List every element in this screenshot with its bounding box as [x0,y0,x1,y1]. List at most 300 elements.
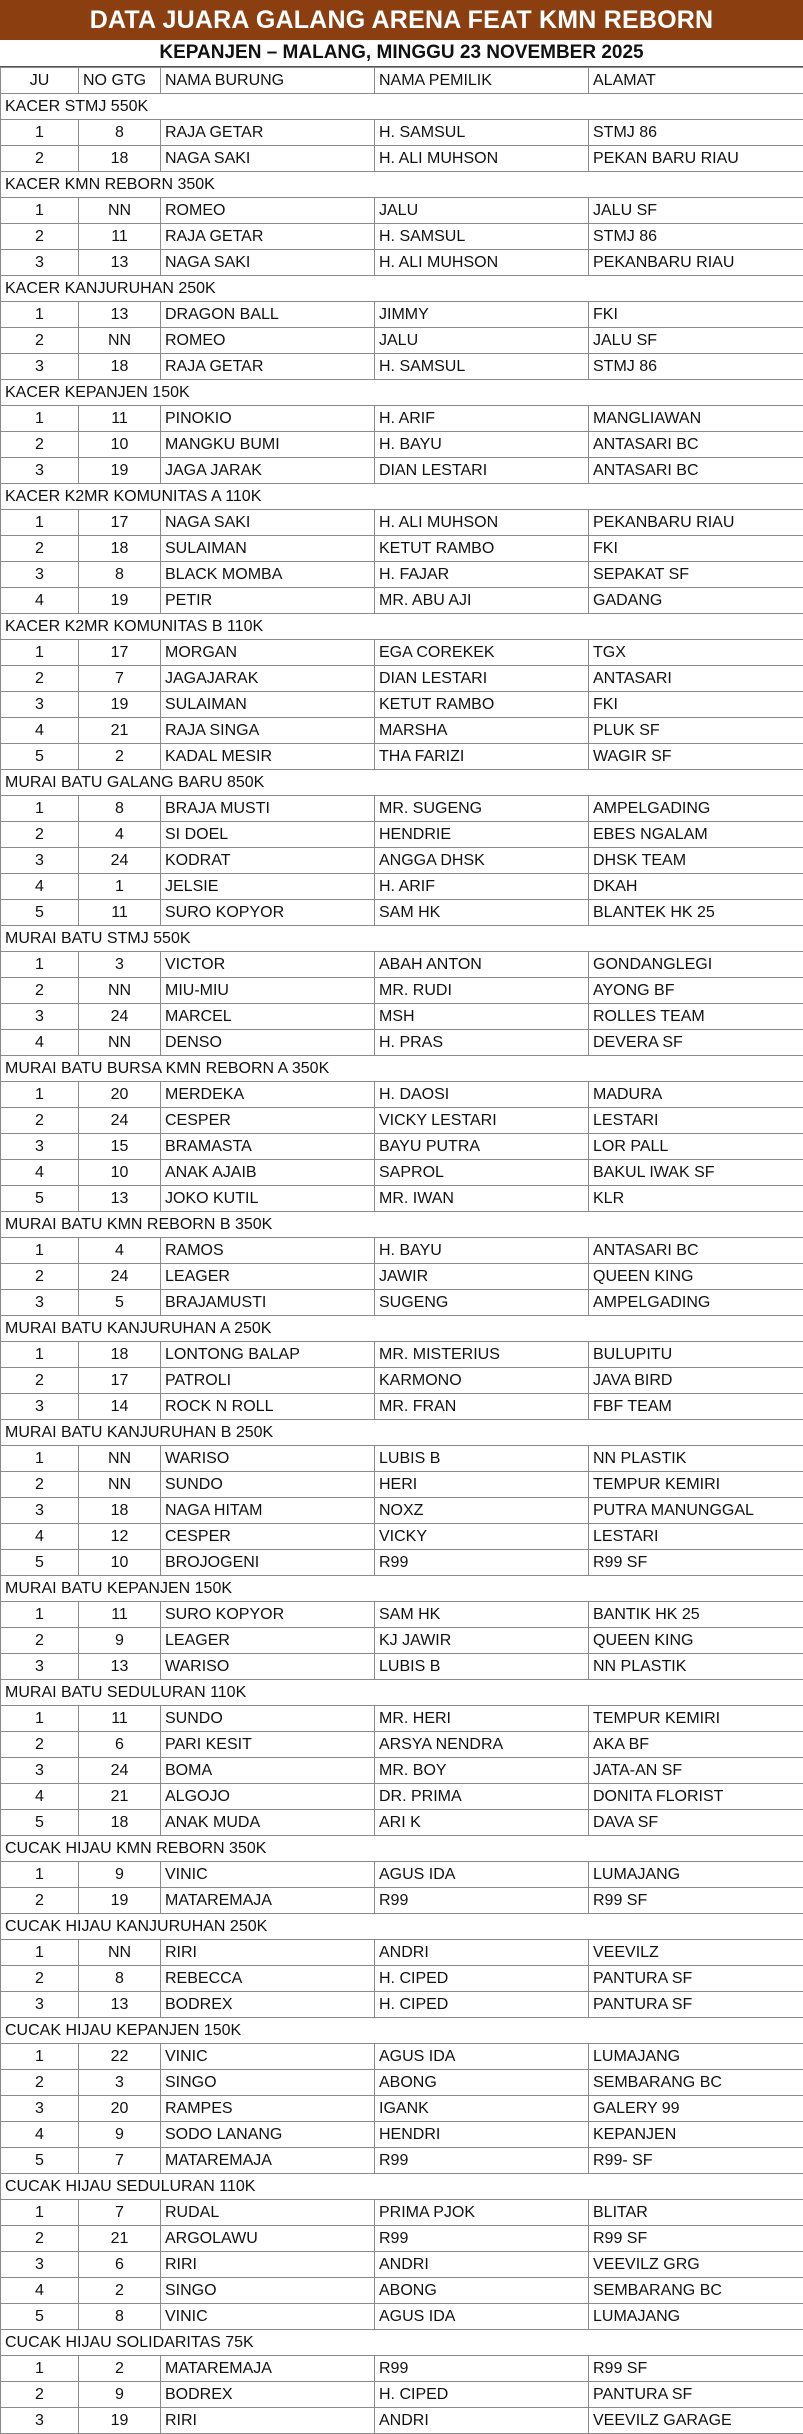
bird-name-cell: MORGAN [161,640,375,666]
rank-cell: 2 [1,146,79,172]
table-row [1,1966,803,1992]
gantangan-number-cell: 13 [79,1992,161,2018]
address-cell: AYONG BF [589,978,803,1004]
rank-cell: 1 [1,2200,79,2226]
bird-name-cell: JELSIE [161,874,375,900]
rank-cell: 5 [1,1550,79,1576]
rank-cell: 2 [1,2070,79,2096]
owner-name-cell: R99 [375,2356,589,2382]
rank-cell: 3 [1,354,79,380]
gantangan-number-cell: 8 [79,796,161,822]
table-row [1,952,803,978]
bird-name-cell: SINGO [161,2278,375,2304]
bird-name-cell: MARCEL [161,1004,375,1030]
table-row [1,458,803,484]
gantangan-number-cell: 12 [79,1524,161,1550]
rank-cell: 3 [1,458,79,484]
owner-name-cell: H. CIPED [375,1966,589,1992]
gantangan-number-cell: 11 [79,1602,161,1628]
bird-name-cell: RAJA SINGA [161,718,375,744]
gantangan-number-cell: 20 [79,2096,161,2122]
address-cell: QUEEN KING [589,1628,803,1654]
owner-name-cell: JAWIR [375,1264,589,1290]
table-row [1,1290,803,1316]
table-row [1,822,803,848]
rank-cell: 3 [1,2252,79,2278]
rank-cell: 1 [1,510,79,536]
address-cell: VEEVILZ GRG [589,2252,803,2278]
bird-name-cell: SI DOEL [161,822,375,848]
category-header-row [1,380,803,406]
category-header-row [1,94,803,120]
gantangan-number-cell: 20 [79,1082,161,1108]
gantangan-number-cell: 15 [79,1134,161,1160]
address-cell: STMJ 86 [589,354,803,380]
bird-name-cell: ANAK AJAIB [161,1160,375,1186]
owner-name-cell: H. ALI MUHSON [375,146,589,172]
address-cell: ANTASARI BC [589,458,803,484]
bird-name-cell: MERDEKA [161,1082,375,1108]
rank-cell: 4 [1,1524,79,1550]
table-row [1,302,803,328]
owner-name-cell: MR. FRAN [375,1394,589,1420]
rank-cell: 1 [1,198,79,224]
gantangan-number-cell: NN [79,1472,161,1498]
address-cell: PLUK SF [589,718,803,744]
table-row [1,1394,803,1420]
gantangan-number-cell: 8 [79,562,161,588]
bird-name-cell: SUNDO [161,1706,375,1732]
table-row [1,406,803,432]
address-cell: R99 SF [589,2226,803,2252]
address-cell: PUTRA MANUNGGAL [589,1498,803,1524]
gantangan-number-cell: 3 [79,952,161,978]
gantangan-number-cell: NN [79,1030,161,1056]
gantangan-number-cell: 8 [79,2304,161,2330]
bird-name-cell: PATROLI [161,1368,375,1394]
table-row [1,874,803,900]
gantangan-number-cell: 7 [79,666,161,692]
rank-cell: 4 [1,588,79,614]
table-row [1,2408,803,2434]
table-row [1,354,803,380]
gantangan-number-cell: 24 [79,1264,161,1290]
column-header-no-gtg: NO GTG [79,68,161,94]
category-title: MURAI BATU KANJURUHAN B 250K [1,1420,803,1446]
category-header-row [1,926,803,952]
category-title: CUCAK HIJAU SEDULURAN 110K [1,2174,803,2200]
gantangan-number-cell: 5 [79,1290,161,1316]
column-header-row [1,68,803,94]
address-cell: LESTARI [589,1108,803,1134]
owner-name-cell: KETUT RAMBO [375,536,589,562]
rank-cell: 1 [1,1082,79,1108]
bird-name-cell: RIRI [161,2252,375,2278]
address-cell: LOR PALL [589,1134,803,1160]
owner-name-cell: MR. MISTERIUS [375,1342,589,1368]
gantangan-number-cell: 21 [79,1784,161,1810]
address-cell: MADURA [589,1082,803,1108]
bird-name-cell: MATAREMAJA [161,2356,375,2382]
table-row [1,198,803,224]
bird-name-cell: RAJA GETAR [161,120,375,146]
owner-name-cell: R99 [375,2148,589,2174]
table-row [1,1472,803,1498]
address-cell: VEEVILZ [589,1940,803,1966]
rank-cell: 3 [1,1394,79,1420]
bird-name-cell: SURO KOPYOR [161,1602,375,1628]
rank-cell: 2 [1,1888,79,1914]
owner-name-cell: JALU [375,328,589,354]
table-row [1,2070,803,2096]
bird-name-cell: NAGA SAKI [161,146,375,172]
address-cell: SEPAKAT SF [589,562,803,588]
table-row [1,1550,803,1576]
owner-name-cell: AGUS IDA [375,1862,589,1888]
rank-cell: 3 [1,692,79,718]
owner-name-cell: H. DAOSI [375,1082,589,1108]
table-row [1,328,803,354]
column-header-alamat: ALAMAT [589,68,803,94]
table-row [1,1758,803,1784]
category-title: CUCAK HIJAU KANJURUHAN 250K [1,1914,803,1940]
bird-name-cell: MATAREMAJA [161,2148,375,2174]
table-row [1,536,803,562]
table-row [1,2200,803,2226]
owner-name-cell: ANGGA DHSK [375,848,589,874]
owner-name-cell: MR. ABU AJI [375,588,589,614]
gantangan-number-cell: 13 [79,1186,161,1212]
category-header-row [1,1836,803,1862]
bird-name-cell: SULAIMAN [161,692,375,718]
bird-name-cell: DENSO [161,1030,375,1056]
owner-name-cell: H. PRAS [375,1030,589,1056]
category-title: KACER KANJURUHAN 250K [1,276,803,302]
address-cell: LUMAJANG [589,2304,803,2330]
address-cell: EBES NGALAM [589,822,803,848]
rank-cell: 4 [1,718,79,744]
table-row [1,1706,803,1732]
bird-name-cell: ARGOLAWU [161,2226,375,2252]
rank-cell: 3 [1,1758,79,1784]
bird-name-cell: NAGA HITAM [161,1498,375,1524]
rank-cell: 1 [1,2356,79,2382]
address-cell: FKI [589,302,803,328]
category-header-row [1,770,803,796]
gantangan-number-cell: 18 [79,536,161,562]
address-cell: PANTURA SF [589,1992,803,2018]
bird-name-cell: NAGA SAKI [161,250,375,276]
rank-cell: 1 [1,302,79,328]
category-title: KACER K2MR KOMUNITAS A 110K [1,484,803,510]
gantangan-number-cell: 6 [79,1732,161,1758]
category-title: MURAI BATU STMJ 550K [1,926,803,952]
address-cell: GONDANGLEGI [589,952,803,978]
table-row [1,1524,803,1550]
address-cell: PANTURA SF [589,1966,803,1992]
bird-name-cell: RIRI [161,1940,375,1966]
category-header-row [1,614,803,640]
gantangan-number-cell: 11 [79,224,161,250]
address-cell: ANTASARI BC [589,432,803,458]
category-title: KACER KEPANJEN 150K [1,380,803,406]
owner-name-cell: H. SAMSUL [375,224,589,250]
category-title: MURAI BATU KEPANJEN 150K [1,1576,803,1602]
gantangan-number-cell: 19 [79,692,161,718]
bird-name-cell: LEAGER [161,1264,375,1290]
gantangan-number-cell: 2 [79,2356,161,2382]
owner-name-cell: MR. RUDI [375,978,589,1004]
rank-cell: 4 [1,874,79,900]
table-row [1,1238,803,1264]
owner-name-cell: VICKY [375,1524,589,1550]
table-row [1,2226,803,2252]
rank-cell: 3 [1,1992,79,2018]
address-cell: PEKANBARU RIAU [589,250,803,276]
gantangan-number-cell: 17 [79,640,161,666]
address-cell: VEEVILZ GARAGE [589,2408,803,2434]
category-title: CUCAK HIJAU SOLIDARITAS 75K [1,2330,803,2356]
gantangan-number-cell: 6 [79,2252,161,2278]
bird-name-cell: JAGAJARAK [161,666,375,692]
category-header-row [1,1914,803,1940]
owner-name-cell: SAPROL [375,1160,589,1186]
table-row [1,1732,803,1758]
bird-name-cell: BROJOGENI [161,1550,375,1576]
bird-name-cell: BODREX [161,2382,375,2408]
table-row [1,1654,803,1680]
address-cell: JALU SF [589,328,803,354]
owner-name-cell: LUBIS B [375,1446,589,1472]
owner-name-cell: H. FAJAR [375,562,589,588]
owner-name-cell: KARMONO [375,1368,589,1394]
rank-cell: 2 [1,1966,79,1992]
bird-name-cell: RAMPES [161,2096,375,2122]
owner-name-cell: JIMMY [375,302,589,328]
rank-cell: 2 [1,1732,79,1758]
rank-cell: 5 [1,744,79,770]
category-header-row [1,1056,803,1082]
gantangan-number-cell: 24 [79,1758,161,1784]
table-row [1,1888,803,1914]
address-cell: ROLLES TEAM [589,1004,803,1030]
rank-cell: 1 [1,952,79,978]
category-title: KACER STMJ 550K [1,94,803,120]
bird-name-cell: SODO LANANG [161,2122,375,2148]
table-row [1,1368,803,1394]
owner-name-cell: SUGENG [375,1290,589,1316]
table-row [1,146,803,172]
address-cell: SEMBARANG BC [589,2278,803,2304]
bird-name-cell: SUNDO [161,1472,375,1498]
gantangan-number-cell: 8 [79,1966,161,1992]
address-cell: GADANG [589,588,803,614]
gantangan-number-cell: 18 [79,1498,161,1524]
table-row [1,1498,803,1524]
address-cell: FBF TEAM [589,1394,803,1420]
rank-cell: 1 [1,1342,79,1368]
owner-name-cell: ANDRI [375,2408,589,2434]
bird-name-cell: PINOKIO [161,406,375,432]
category-header-row [1,1420,803,1446]
bird-name-cell: DRAGON BALL [161,302,375,328]
table-row [1,1030,803,1056]
bird-name-cell: VINIC [161,2044,375,2070]
owner-name-cell: AGUS IDA [375,2044,589,2070]
owner-name-cell: H. SAMSUL [375,120,589,146]
address-cell: TGX [589,640,803,666]
address-cell: DAVA SF [589,1810,803,1836]
category-header-row [1,2018,803,2044]
category-header-row [1,276,803,302]
category-title: MURAI BATU KMN REBORN B 350K [1,1212,803,1238]
address-cell: DKAH [589,874,803,900]
rank-cell: 5 [1,1186,79,1212]
address-cell: DONITA FLORIST [589,1784,803,1810]
bird-name-cell: VINIC [161,1862,375,1888]
category-title: KACER KMN REBORN 350K [1,172,803,198]
bird-name-cell: RAMOS [161,1238,375,1264]
bird-name-cell: SURO KOPYOR [161,900,375,926]
rank-cell: 2 [1,328,79,354]
owner-name-cell: ABONG [375,2070,589,2096]
owner-name-cell: MARSHA [375,718,589,744]
gantangan-number-cell: 9 [79,1862,161,1888]
rank-cell: 2 [1,536,79,562]
gantangan-number-cell: 24 [79,1108,161,1134]
rank-cell: 2 [1,1264,79,1290]
rank-cell: 4 [1,1160,79,1186]
gantangan-number-cell: 11 [79,406,161,432]
address-cell: AKA BF [589,1732,803,1758]
bird-name-cell: SULAIMAN [161,536,375,562]
table-row [1,796,803,822]
table-row [1,744,803,770]
gantangan-number-cell: 19 [79,1888,161,1914]
gantangan-number-cell: 24 [79,848,161,874]
table-row [1,1784,803,1810]
table-row [1,1004,803,1030]
address-cell: GALERY 99 [589,2096,803,2122]
owner-name-cell: THA FARIZI [375,744,589,770]
address-cell: KLR [589,1186,803,1212]
gantangan-number-cell: 19 [79,2408,161,2434]
owner-name-cell: H. BAYU [375,432,589,458]
table-row [1,1264,803,1290]
bird-name-cell: PARI KESIT [161,1732,375,1758]
gantangan-number-cell: NN [79,978,161,1004]
owner-name-cell: KJ JAWIR [375,1628,589,1654]
rank-cell: 3 [1,562,79,588]
table-row [1,666,803,692]
gantangan-number-cell: 7 [79,2200,161,2226]
owner-name-cell: NOXZ [375,1498,589,1524]
owner-name-cell: H. ALI MUHSON [375,250,589,276]
bird-name-cell: RAJA GETAR [161,224,375,250]
gantangan-number-cell: 21 [79,718,161,744]
rank-cell: 2 [1,2382,79,2408]
category-title: MURAI BATU KANJURUHAN A 250K [1,1316,803,1342]
owner-name-cell: SAM HK [375,1602,589,1628]
owner-name-cell: MR. IWAN [375,1186,589,1212]
address-cell: ANTASARI BC [589,1238,803,1264]
rank-cell: 1 [1,1706,79,1732]
owner-name-cell: HERI [375,1472,589,1498]
gantangan-number-cell: 11 [79,1706,161,1732]
bird-name-cell: REBECCA [161,1966,375,1992]
table-row [1,2278,803,2304]
bird-name-cell: NAGA SAKI [161,510,375,536]
owner-name-cell: ANDRI [375,1940,589,1966]
bird-name-cell: BRAJA MUSTI [161,796,375,822]
table-row [1,432,803,458]
address-cell: TEMPUR KEMIRI [589,1706,803,1732]
rank-cell: 4 [1,1784,79,1810]
bird-name-cell: LEAGER [161,1628,375,1654]
address-cell: JALU SF [589,198,803,224]
gantangan-number-cell: 7 [79,2148,161,2174]
address-cell: JATA-AN SF [589,1758,803,1784]
rank-cell: 3 [1,1290,79,1316]
owner-name-cell: SAM HK [375,900,589,926]
rank-cell: 4 [1,2278,79,2304]
table-row [1,1160,803,1186]
rank-cell: 1 [1,1238,79,1264]
gantangan-number-cell: 3 [79,2070,161,2096]
address-cell: SEMBARANG BC [589,2070,803,2096]
bird-name-cell: MATAREMAJA [161,1888,375,1914]
bird-name-cell: WARISO [161,1446,375,1472]
table-row [1,1446,803,1472]
rank-cell: 5 [1,2148,79,2174]
owner-name-cell: ABONG [375,2278,589,2304]
table-row [1,1082,803,1108]
rank-cell: 3 [1,1654,79,1680]
table-row [1,1862,803,1888]
gantangan-number-cell: 1 [79,874,161,900]
owner-name-cell: EGA COREKEK [375,640,589,666]
category-title: MURAI BATU BURSA KMN REBORN A 350K [1,1056,803,1082]
bird-name-cell: JAGA JARAK [161,458,375,484]
table-row [1,900,803,926]
bird-name-cell: BOMA [161,1758,375,1784]
gantangan-number-cell: 18 [79,354,161,380]
table-row [1,1134,803,1160]
rank-cell: 1 [1,1862,79,1888]
address-cell: AMPELGADING [589,1290,803,1316]
category-title: MURAI BATU GALANG BARU 850K [1,770,803,796]
gantangan-number-cell: 22 [79,2044,161,2070]
gantangan-number-cell: 14 [79,1394,161,1420]
table-row [1,2252,803,2278]
owner-name-cell: H. CIPED [375,2382,589,2408]
owner-name-cell: ABAH ANTON [375,952,589,978]
address-cell: WAGIR SF [589,744,803,770]
category-header-row [1,1576,803,1602]
address-cell: FKI [589,692,803,718]
column-header-ju: JU [1,68,79,94]
table-row [1,562,803,588]
address-cell: AMPELGADING [589,796,803,822]
rank-cell: 2 [1,1472,79,1498]
rank-cell: 1 [1,2044,79,2070]
category-header-row [1,1680,803,1706]
address-cell: BULUPITU [589,1342,803,1368]
owner-name-cell: MR. BOY [375,1758,589,1784]
owner-name-cell: H. ARIF [375,406,589,432]
table-row [1,1342,803,1368]
owner-name-cell: DR. PRIMA [375,1784,589,1810]
